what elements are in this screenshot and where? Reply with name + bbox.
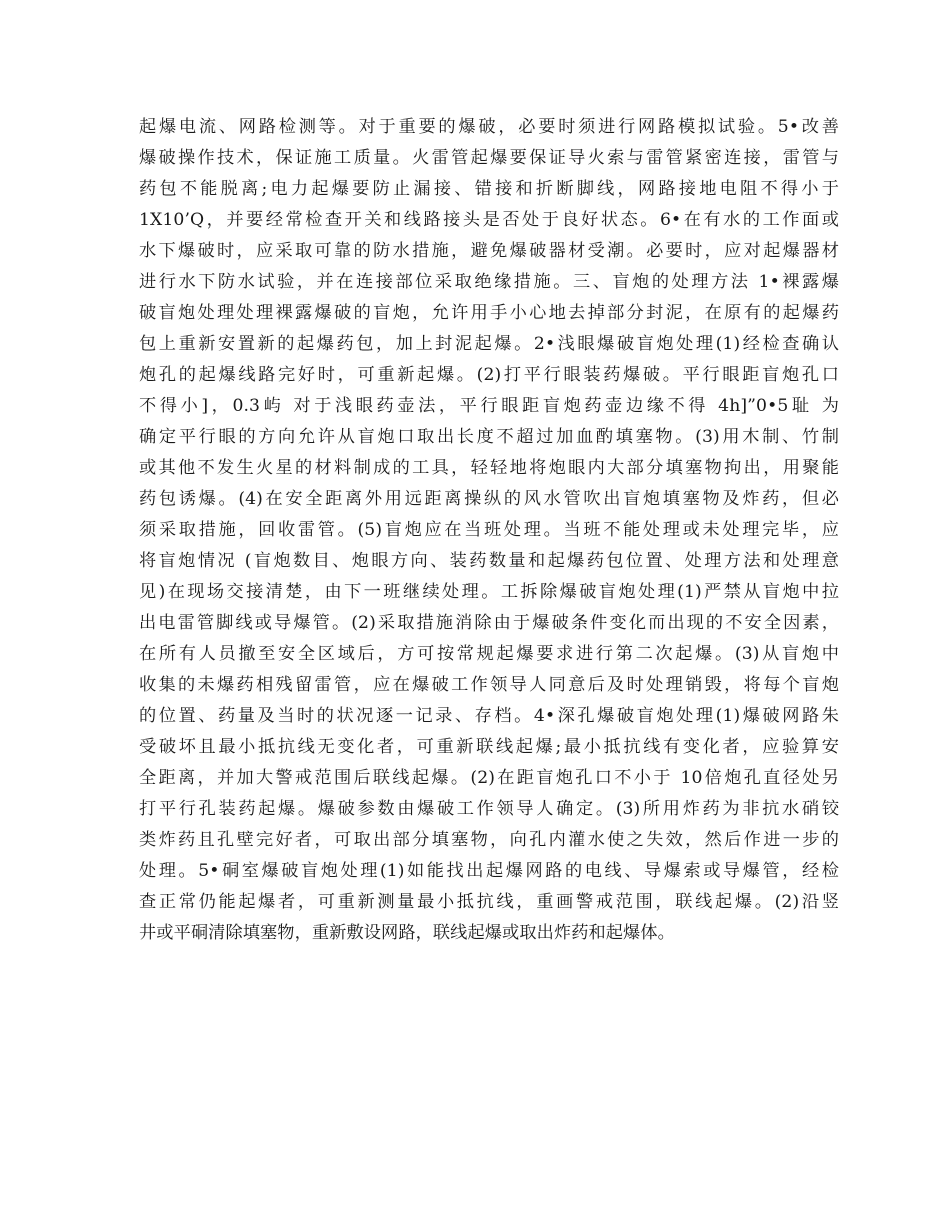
text-line: 包上重新安置新的起爆药包，加上封泥起爆。2•浅眼爆破盲炮处理(1)经检查确认: [139, 334, 839, 354]
text-line: 或其他不发生火星的材料制成的工具，轻轻地将炮眼内大部分填塞物拘出，用聚能: [139, 458, 839, 478]
text-line-last: 井或平硐清除填塞物，重新敷设网路，联线起爆或取出炸药和起爆体。: [139, 923, 675, 943]
text-line: 1X10’Q，并要经常检查开关和线路接头是否处于良好状态。6•在有水的工作面或: [139, 210, 839, 230]
text-line: 类炸药且孔壁完好者，可取出部分填塞物，向孔内灌水使之失效，然后作进一步的: [139, 830, 839, 850]
text-line: 炮孔的起爆线路完好时，可重新起爆。(2)打平行眼装药爆破。平行眼距盲炮孔口: [139, 365, 839, 385]
text-line: 破盲炮处理处理裸露爆破的盲炮，允许用手小心地去掉部分封泥，在原有的起爆药: [139, 303, 839, 323]
text-line: 进行水下防水试验，并在连接部位采取绝缘措施。三、盲炮的处理方法 1•裸露爆: [139, 272, 839, 292]
text-line: 收集的未爆药相残留雷管，应在爆破工作领导人同意后及时处理销毁，将每个盲炮: [139, 675, 839, 695]
text-line: 须采取措施，回收雷管。(5)盲炮应在当班处理。当班不能处理或未处理完毕，应: [139, 520, 839, 540]
text-line: 处理。5•硐室爆破盲炮处理(1)如能找出起爆网路的电线、导爆索或导爆管，经检: [139, 861, 839, 881]
text-line: 起爆电流、网路检测等。对于重要的爆破，必要时须进行网路模拟试验。5•改善: [139, 117, 839, 137]
text-line: 查正常仍能起爆者，可重新测量最小抵抗线，重画警戒范围，联线起爆。(2)沿竖: [139, 892, 839, 912]
text-line: 爆破操作技术，保证施工质量。火雷管起爆要保证导火索与雷管紧密连接，雷管与: [139, 148, 839, 168]
text-line: 药包诱爆。(4)在安全距离外用远距离操纵的风水管吹出盲炮填塞物及炸药，但必: [139, 489, 839, 509]
text-line: 在所有人员撤至安全区域后，方可按常规起爆要求进行第二次起爆。(3)从盲炮中: [139, 644, 839, 664]
text-line: 全距离，并加大警戒范围后联线起爆。(2)在距盲炮孔口不小于 10倍炮孔直径处另: [139, 768, 839, 788]
text-line: 出电雷管脚线或导爆管。(2)采取措施消除由于爆破条件变化而出现的不安全因素，: [139, 613, 839, 633]
text-line: 药包不能脱离;电力起爆要防止漏接、错接和折断脚线，网路接地电阻不得小于: [139, 179, 839, 199]
text-line: 受破坏且最小抵抗线无变化者，可重新联线起爆;最小抵抗线有变化者，应验算安: [139, 737, 839, 757]
body-text: [139, 112, 839, 949]
text-line: 打平行孔装药起爆。爆破参数由爆破工作领导人确定。(3)所用炸药为非抗水硝铰: [139, 799, 839, 819]
text-line: 见)在现场交接清楚，由下一班继续处理。工拆除爆破盲炮处理(1)严禁从盲炮中拉: [139, 582, 839, 602]
text-line: 不得小]，0.3屿 对于浅眼药壶法，平行眼距盲炮药壶边缘不得 4h]”0•5耻 为: [139, 396, 839, 416]
text-line: 水下爆破时，应采取可靠的防水措施，避免爆破器材受潮。必要时，应对起爆器材: [139, 241, 839, 261]
text-line: 的位置、药量及当时的状况逐一记录、存档。4•深孔爆破盲炮处理(1)爆破网路朱: [139, 706, 839, 726]
text-line: 将盲炮情况 (盲炮数目、炮眼方向、装药数量和起爆药包位置、处理方法和处理意: [139, 551, 839, 571]
text-line: 确定平行眼的方向允许从盲炮口取出长度不超过加血酌填塞物。(3)用木制、竹制: [139, 427, 839, 447]
